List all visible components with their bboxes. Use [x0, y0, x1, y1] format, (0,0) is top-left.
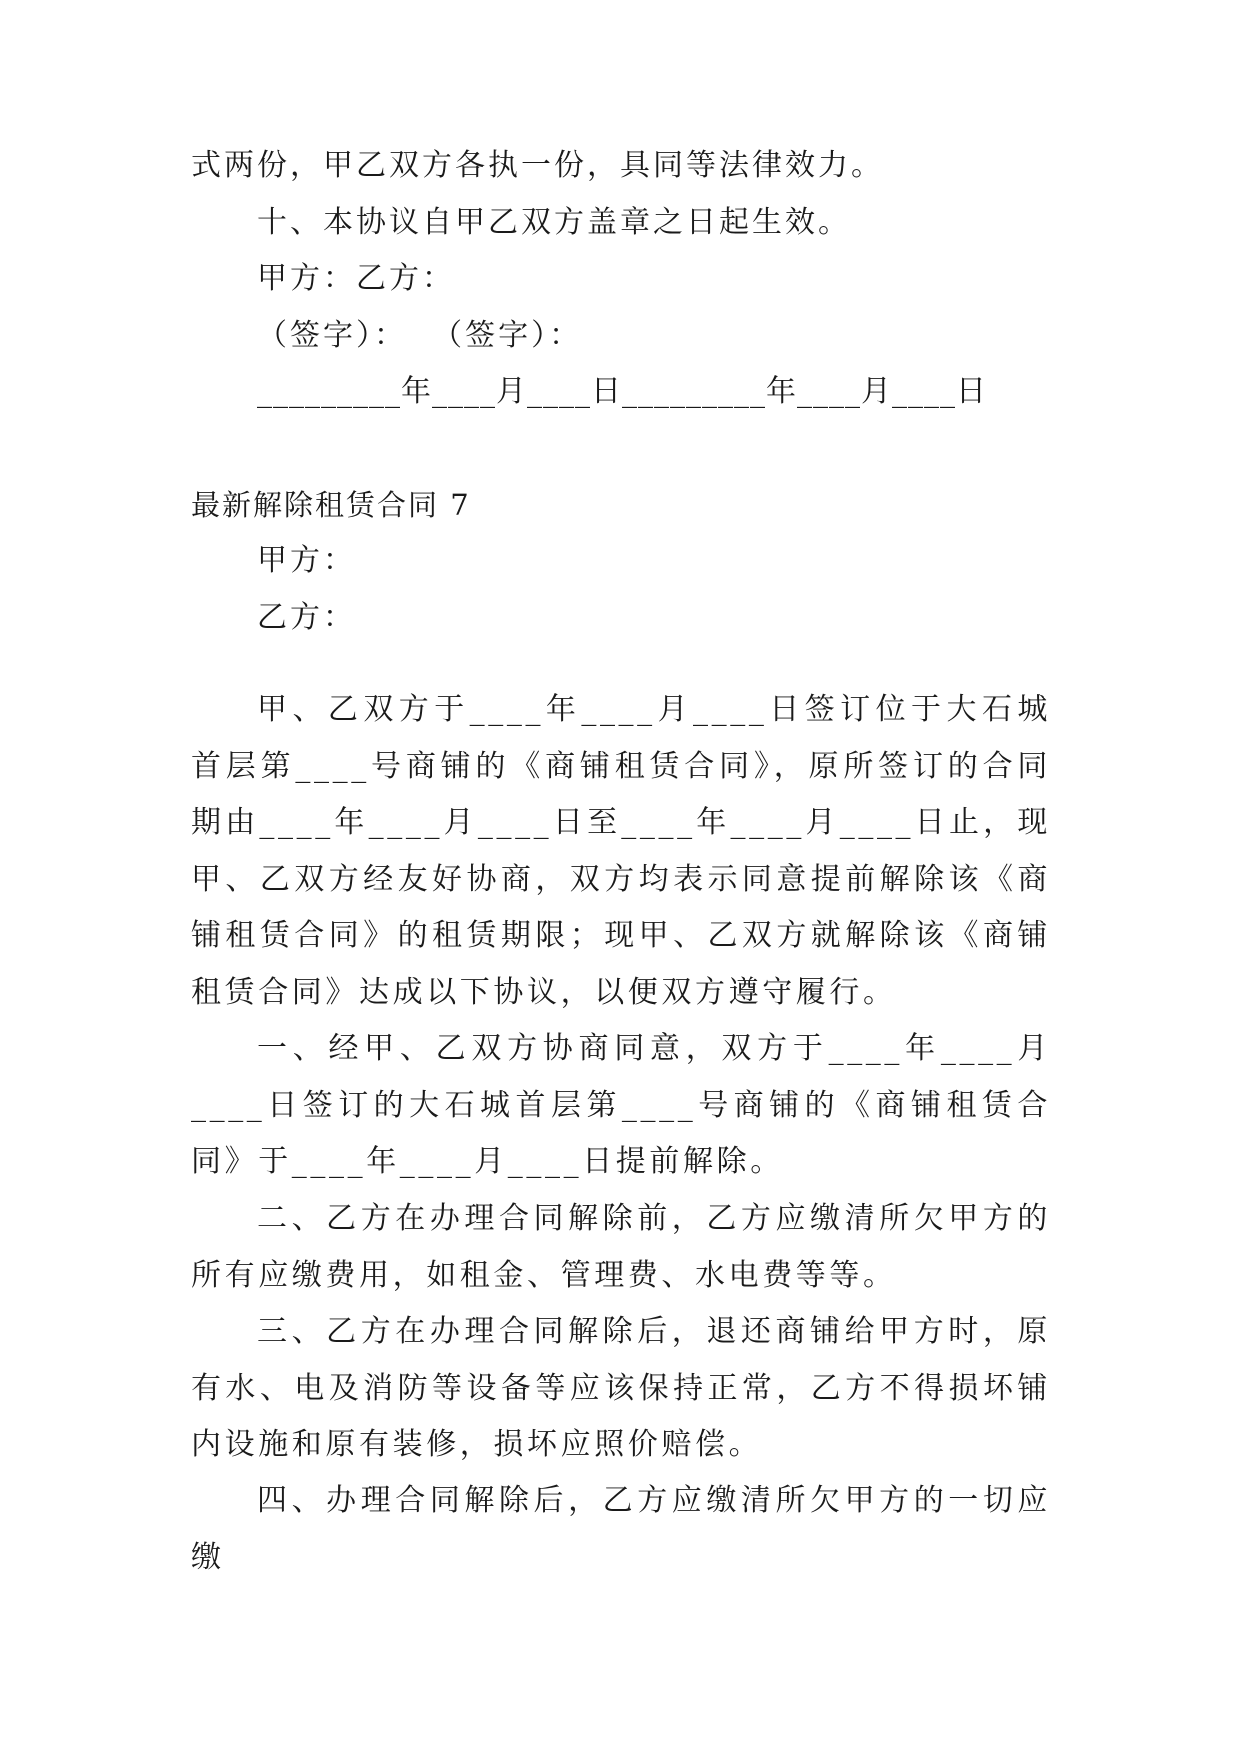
clause-1: 一、经甲、乙双方协商同意，双方于____年____月____日签订的大石城首层第____号商铺的《商铺租赁合同》于____年____月____日提前解除。	[191, 1031, 1051, 1179]
clause-3: 三、乙方在办理合同解除后，退还商铺给甲方时，原有水、电及消防等设备等应该保持正常，乙方不得损坏铺内设施和原有装修，损坏应照价赔偿。	[191, 1314, 1051, 1462]
previous-clause-10: 十、本协议自甲乙双方盖章之日起生效。	[257, 205, 851, 240]
previous-parties-line: 甲方：乙方：	[257, 261, 455, 296]
carryover-line: 式两份，甲乙双方各执一份，具同等法律效力。	[191, 148, 884, 183]
previous-date-line: _________年____月____日_________年____月____日	[257, 374, 987, 409]
party-a-label: 甲方：	[257, 543, 356, 578]
intro-paragraph: 甲、乙双方于____年____月____日签订位于大石城首层第____号商铺的《商铺租赁合同》，原所签订的合同期由____年____月____日至____年____月____日止，现甲、乙双方经友好协商，双方均表示同意提前解除该《商铺租赁合同》的租赁期限；现甲、乙双方就解除该《商铺租赁合同》达成以下协议，以便双方遵守履行。	[191, 692, 1051, 1010]
clause-4-start: 四、办理合同解除后，乙方应缴清所欠甲方的一切应缴	[191, 1483, 1051, 1575]
clause-2: 二、乙方在办理合同解除前，乙方应缴清所欠甲方的所有应缴费用，如租金、管理费、水电费等等。	[191, 1201, 1051, 1293]
party-b-label: 乙方：	[257, 600, 356, 635]
section-title: 最新解除租赁合同 7	[191, 488, 471, 522]
previous-signature-line: （签字）： （签字）：	[257, 318, 583, 353]
